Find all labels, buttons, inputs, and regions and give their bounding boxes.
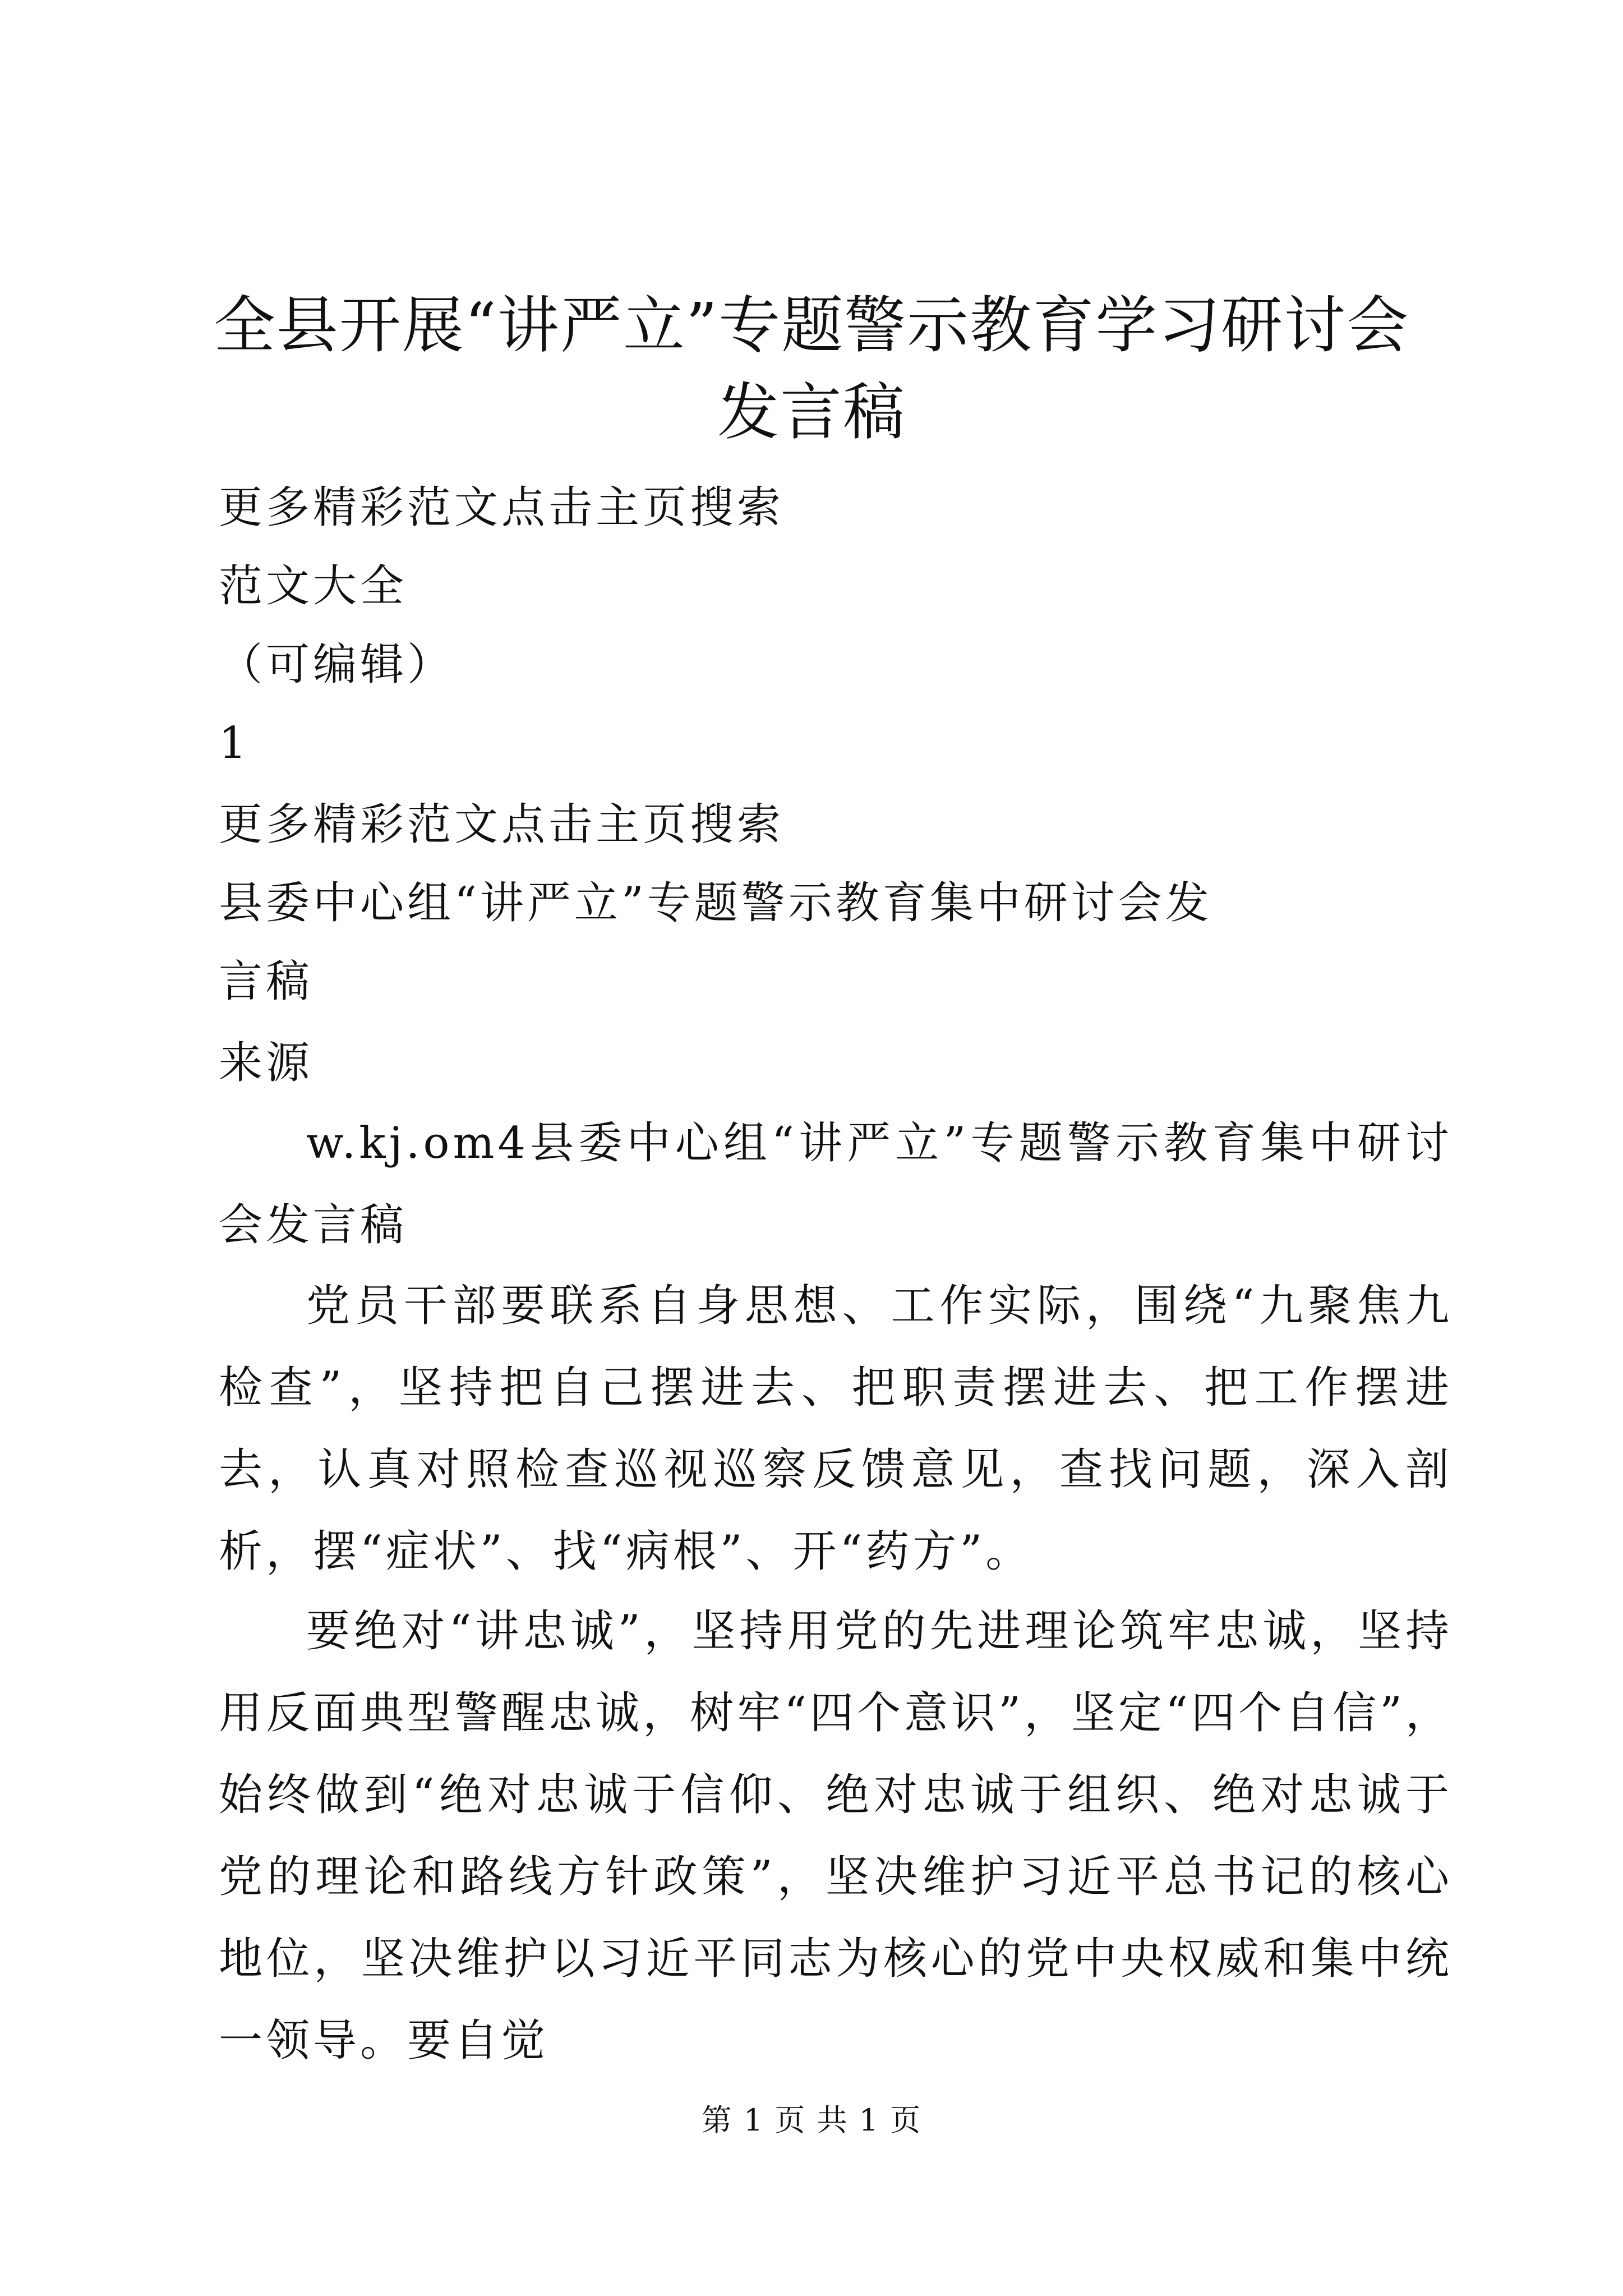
text-line-subtitle-end: 言稿: [219, 956, 313, 1007]
text-line-subtitle: 县委中心组“讲严立”专题警示教育集中研讨会发: [219, 878, 1212, 928]
text-line-number: 1: [219, 718, 250, 769]
text-line-more-essays: 更多精彩范文点击主页搜索: [219, 482, 785, 533]
text-line-source: 来源: [219, 1038, 313, 1088]
document-title-line-2: 发言稿: [717, 376, 906, 448]
text-line-more-essays-2: 更多精彩范文点击主页搜索: [219, 799, 785, 850]
text-line-essay-collection: 范文大全: [219, 561, 408, 611]
page-footer: 第 1 页 共 1 页: [701, 2102, 922, 2138]
text-line-editable: （可编辑）: [219, 639, 455, 690]
paragraph-body-2: 要绝对“讲忠诚”，坚持用党的先进理论筑牢忠诚，坚持用反面典型警醒忠诚，树牢“四个意识”，坚定“四个自信”，始终做到“绝对忠诚于信仰、绝对忠诚于组织、绝对忠诚于党的理论和路线方针政策”，坚决维护习近平总书记的核心地位，坚决维护以习近平同志为核心的党中央权威和集中统一领导。要自觉: [219, 1606, 1453, 2066]
document-title-line-1: 全县开展“讲严立”专题警示教育学习研讨会: [213, 289, 1410, 361]
paragraph-body-1: 党员干部要联系自身思想、工作实际，围绕“九聚焦九检查”，坚持把自己摆进去、把职责摆进去、把工作摆进去，认真对照检查巡视巡察反馈意见，查找问题，深入剖析，摆“症状”、找“病根”、开“药方”。: [219, 1281, 1453, 1577]
paragraph-source-title: w.kj.om4县委中心组“讲严立”专题警示教育集中研讨会发言稿: [219, 1118, 1453, 1250]
